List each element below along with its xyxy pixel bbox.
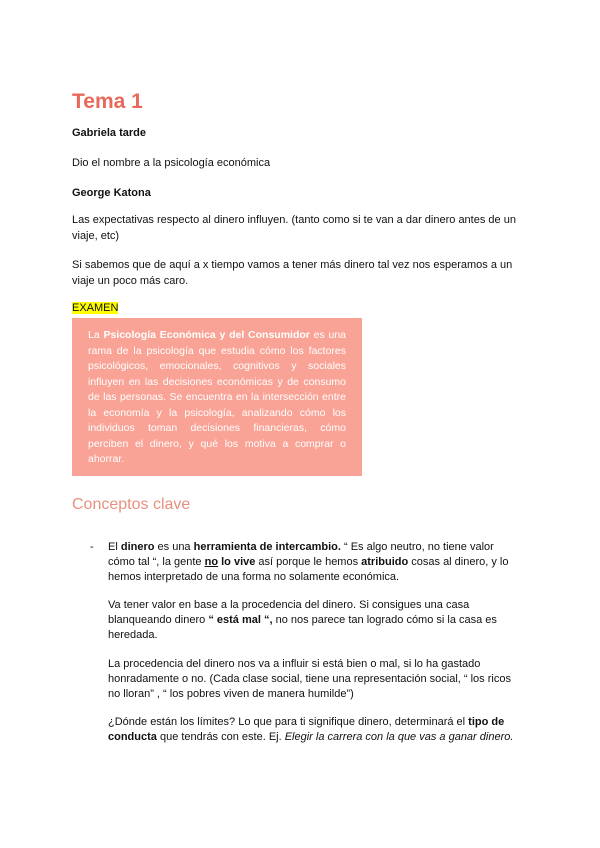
author-description: Dio el nombre a la psicología económica: [72, 157, 271, 169]
item-text: así porque le hemos: [255, 556, 362, 568]
item-bold: herramienta de intercambio.: [193, 541, 341, 553]
item-text: “ Es algo neutro, no tiene valor cómo tal “, la gente: [108, 541, 494, 568]
paragraph-expectations: Las expectativas respecto al dinero influyen. (tanto como si te van a dar dinero antes de un viaje, etc): [72, 214, 516, 242]
item-text: cosas al dinero, y lo hemos interpretado de una forma no solamente económica.: [108, 556, 509, 583]
list-item: [108, 540, 522, 585]
page-title: Tema 1: [72, 90, 143, 113]
callout-text-pre: La: [88, 329, 104, 341]
item-text: que tendrás con este. Ej.: [156, 731, 285, 743]
item-text: El: [108, 541, 121, 553]
item-text: Va tener valor en base a la procedencia del dinero. Si consigues una casa blanqueando dinero: [108, 599, 470, 626]
definition-callout: [72, 318, 362, 476]
person-name: George Katona: [72, 187, 151, 199]
callout-text: [88, 328, 346, 468]
callout-term: Psicología Económica y del Consumidor: [103, 329, 310, 341]
item-bold: “ está mal “,: [208, 614, 273, 626]
list-item-paragraph: [108, 598, 522, 643]
list-item-paragraph: La procedencia del dinero nos va a influir si está bien o mal, si lo ha gastado honradamente o no. (Cada clase social, tiene una representación social, “ los ricos no lloran” , “ los pobres viven de manera humilde”): [108, 658, 511, 700]
list-item-paragraph: [108, 715, 522, 745]
paragraph-travel: Si sabemos que de aquí a x tiempo vamos a tener más dinero tal vez nos esperamos a un viaje un poco más caro.: [72, 259, 513, 287]
item-bold: dinero: [120, 541, 155, 553]
item-text: es una: [154, 541, 194, 553]
item-text: ¿Dónde están los límites? Lo que para ti signifique dinero, determinará el: [108, 716, 469, 728]
section-title: Conceptos clave: [72, 496, 191, 513]
item-bold: atribuido: [361, 556, 409, 568]
item-text: no nos parece tan logrado cómo si la casa es heredada.: [108, 614, 497, 641]
author-name: Gabriela tarde: [72, 127, 146, 139]
item-bold-underline: no: [204, 556, 219, 568]
item-bold: tipo de conducta: [108, 716, 505, 743]
exam-highlight: EXAMEN: [72, 302, 119, 314]
list-bullet: -: [90, 541, 94, 553]
item-bold: lo vive: [218, 556, 256, 568]
exam-label: [72, 300, 118, 316]
item-italic: Elegir la carrera con la que vas a ganar dinero.: [284, 731, 514, 743]
callout-text-post: es una rama de la psicología que estudia cómo los factores psicológicos, emocionales, cognitivos y sociales influyen en las decisiones económicas y de consumo de las personas. Se encuentra en la intersección entre la economía y la psicología, analizando cómo los individuos toman decisiones financieras, cómo perciben el dinero, y qué los motiva a comprar o ahorrar.: [88, 329, 347, 465]
